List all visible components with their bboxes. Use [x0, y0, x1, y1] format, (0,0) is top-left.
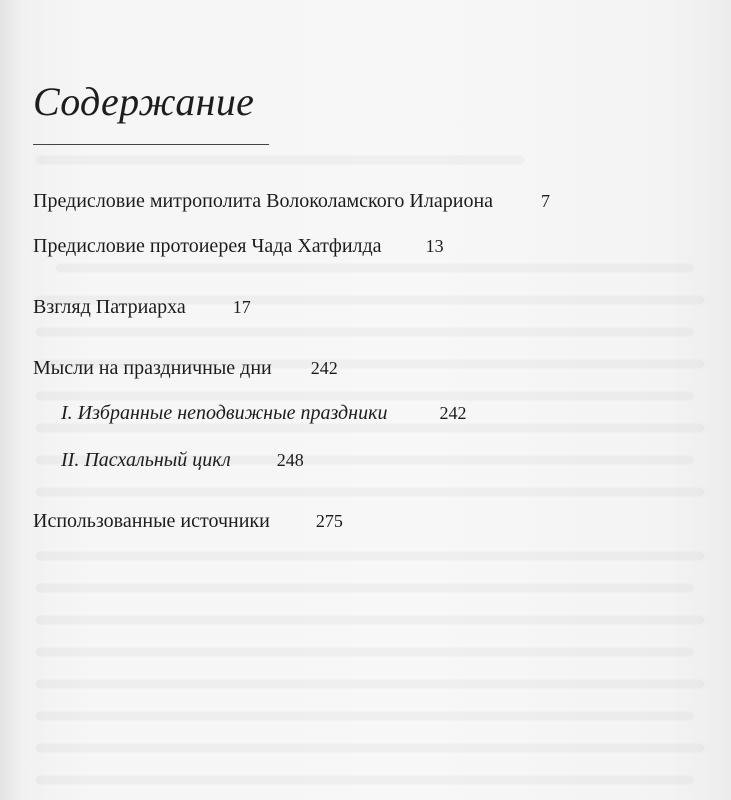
toc-entry-label: II. Пасхальный цикл	[61, 449, 231, 471]
toc-entry-page-number: 13	[425, 236, 444, 256]
toc-entry-sources[interactable]	[33, 509, 343, 533]
toc-entry-page-number: 242	[310, 358, 338, 378]
page-title: Содержание	[33, 79, 255, 124]
toc-entry-label: Мысли на праздничные дни	[33, 357, 272, 379]
toc-entry-page-number: 7	[541, 191, 551, 211]
toc-entry-label: Предисловие митрополита Волоколамского Илариона	[33, 190, 494, 212]
toc-entry-holiday-thoughts[interactable]	[33, 356, 338, 380]
toc-entry-label: I. Избранные неподвижные праздники	[61, 402, 388, 424]
toc-entry-page-number: 17	[232, 297, 251, 317]
toc-subentry-paschal-cycle[interactable]	[61, 448, 304, 472]
toc-entry-page-number: 275	[315, 511, 343, 531]
toc-entry-label: Взгляд Патриарха	[33, 296, 186, 318]
toc-entry-page-number: 242	[439, 403, 467, 423]
toc-entry-label: Использованные источники	[33, 510, 270, 532]
toc-entry-label: Предисловие протоиерея Чада Хатфилда	[33, 235, 382, 257]
title-underline	[33, 144, 269, 145]
toc-entry-foreword-hilarion[interactable]	[33, 189, 550, 213]
toc-entry-patriarch-view[interactable]	[33, 295, 251, 319]
toc-entry-page-number: 248	[276, 450, 304, 470]
toc-subentry-fixed-feasts[interactable]	[61, 401, 466, 425]
toc-entry-foreword-chad-hatfield[interactable]	[33, 234, 444, 258]
